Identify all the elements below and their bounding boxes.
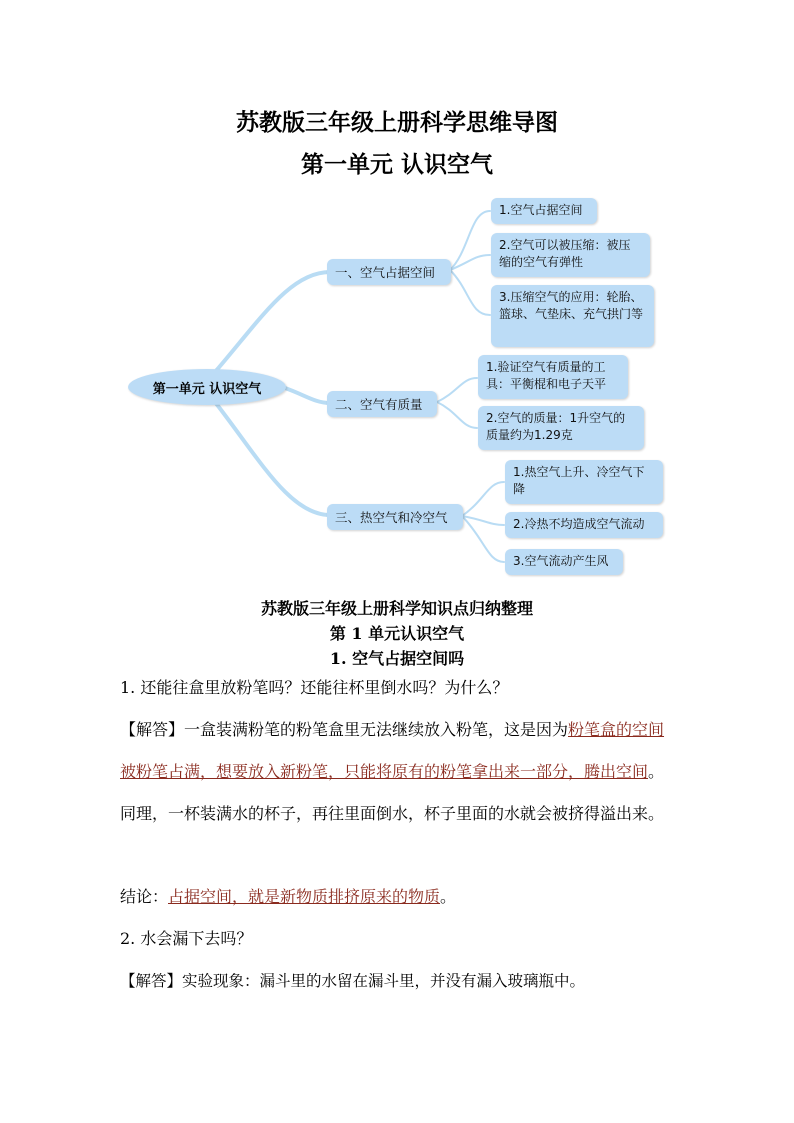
question-2: 2. 水会漏下去吗？ — [120, 929, 253, 948]
mindmap-leaf: 2.空气可以被压缩：被压缩的空气有弹性 — [491, 233, 650, 277]
connector-b3-c3 — [462, 516, 504, 562]
connector-root-branch1 — [215, 272, 330, 372]
mindmap-leaf: 1.热空气上升、冷空气下降 — [505, 460, 663, 504]
conclusion-1-highlight: 占据空间，就是新物质排挤原来的物质 — [168, 887, 441, 906]
mindmap-root: 第一单元 认识空气 — [128, 369, 286, 405]
mindmap-branch-3: 三、热空气和冷空气 — [327, 504, 463, 530]
answer-1-suffix: 。同理，一杯装满水的杯子，再往里面倒水，杯子里面的水就会被挤得溢出来。 — [120, 762, 665, 823]
question-1: 1. 还能往盒里放粉笔吗？还能往杯里倒水吗？为什么？ — [120, 678, 509, 697]
notes-section-heading: 1. 空气占据空间吗 — [329, 649, 465, 668]
mindmap-leaf: 2.冷热不均造成空气流动 — [505, 512, 663, 538]
conclusion-1-suffix: 。 — [440, 887, 457, 906]
mindmap-leaf: 1.空气占据空间 — [491, 198, 597, 224]
connector-b3-c1 — [462, 482, 504, 516]
mindmap-leaf: 3.压缩空气的应用：轮胎、篮球、气垫床、充气拱门等 — [491, 285, 654, 347]
mindmap-leaf: 3.空气流动产生风 — [505, 549, 623, 575]
connector-b2-c1 — [437, 378, 477, 402]
connector-b1-c3 — [450, 270, 490, 315]
mindmap-leaf: 1.验证空气有质量的工具：平衡棍和电子天平 — [478, 355, 628, 399]
page-subtitle: 第一单元 认识空气 — [300, 152, 493, 178]
notes-heading: 苏教版三年级上册科学知识点归纳整理 — [260, 599, 533, 618]
connector-root-branch2 — [285, 388, 330, 403]
mindmap-branch-1: 一、空气占据空间 — [327, 259, 451, 285]
conclusion-1 — [120, 876, 680, 918]
answer-1 — [120, 709, 680, 835]
conclusion-1-prefix: 结论： — [120, 887, 169, 906]
answer-1-highlight: 粉笔盒的空间被粉笔占满，想要放入新粉笔，只能将原有的粉笔拿出来一部分，腾出空间 — [120, 720, 665, 781]
answer-1-prefix: 【解答】一盒装满粉笔的粉笔盒里无法继续放入粉笔，这是因为 — [120, 720, 569, 739]
mindmap-leaf: 2.空气的质量：1升空气的质量约为1.29克 — [478, 406, 644, 450]
mindmap-branch-2: 二、空气有质量 — [327, 391, 437, 417]
connector-root-branch3 — [215, 402, 330, 515]
connector-b2-c2 — [437, 402, 477, 428]
answer-2: 【解答】实验现象：漏斗里的水留在漏斗里，并没有漏入玻璃瓶中。 — [120, 972, 586, 990]
notes-unit-heading: 第 1 单元认识空气 — [329, 624, 465, 643]
page-title: 苏教版三年级上册科学思维导图 — [236, 110, 558, 136]
